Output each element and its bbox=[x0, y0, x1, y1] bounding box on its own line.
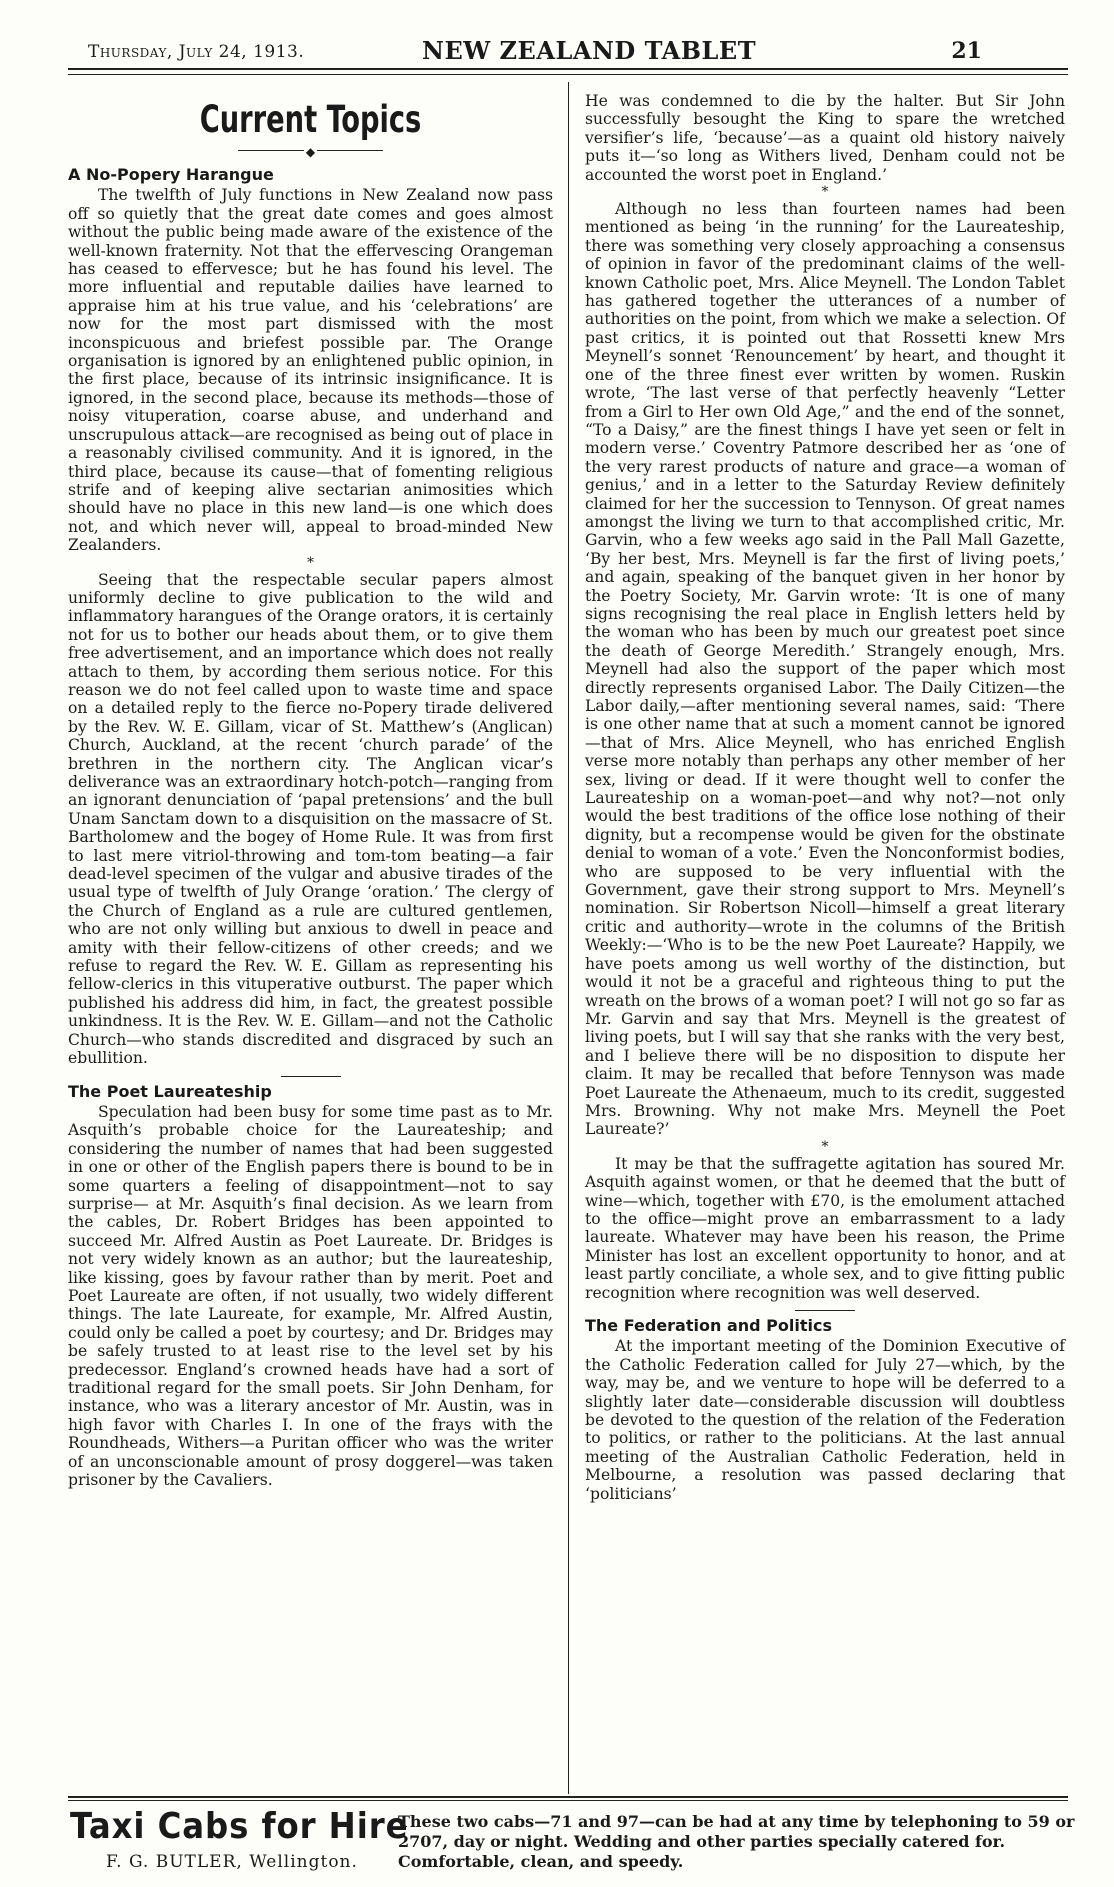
page-number: 21 bbox=[951, 38, 982, 64]
section-rule bbox=[281, 1076, 341, 1077]
section-rule bbox=[795, 1310, 855, 1311]
section-star: * bbox=[821, 184, 829, 201]
paragraph: Speculation had been busy for some time past as to Mr. Asquith’s probable choice for the Laureateship; and considering the number of names that had been suggested in one or other of the English papers there is bound to be in some quarters a feeling of disappointment—not to say surprise— at Mr. Asquith’s final decision. As we learn from the cables, Dr. Robert Bridges has been appointed to succeed Mr. Alfred Austin as Poet Laureate. Dr. Bridges is not very widely known as an author; but the laureateship, like kissing, goes by favour rather than by merit. Poet and Poet Laureate are often, if not usually, two widely different things. The late Laureate, for example, Mr. Alfred Austin, could only be called a poet by courtesy; and Dr. Bridges may be safely trusted to at least rise to the level set by his predecessor. England’s crowned heads have had a sort of traditional regard for the small poets. Sir John Denham, for instance, who was a literary ancestor of Mr. Austin, was in high favor with Charles I. In one of the frays with the Roundheads, Withers—a Puritan officer who was the writer of an unconscionable amount of prosy doggerel—was taken prisoner by the Cavaliers. bbox=[68, 1102, 553, 1490]
page-header bbox=[82, 34, 982, 66]
issue-date: Thursday, July 24, 1913. bbox=[88, 42, 305, 62]
paragraph: At the important meeting of the Dominion Executive of the Catholic Federation called for July 27—which, by the way, may be, and we venture to hope will be deferred to a slightly later date—considerable discussion will doubtless be devoted to the question of the relation of the Federation to politics, or rather to the politicians. At the last annual meeting of the Australian Catholic Federation, held in Melbourne, a resolution was passed declaring that ‘politicians’ bbox=[585, 1337, 1065, 1503]
taxi-advertisement bbox=[68, 1806, 1075, 1878]
masthead: NEW ZEALAND TABLET bbox=[422, 36, 757, 65]
section-star: * bbox=[821, 1138, 829, 1155]
advert-rule bbox=[68, 1796, 1068, 1798]
title-ornament: ◆ bbox=[68, 142, 553, 160]
advert-title: Taxi Cabs for Hire bbox=[70, 1806, 409, 1847]
paragraph: The twelfth of July functions in New Zealand now pass off so quietly that the great date comes and goes almost without the public being made aware of the existence of the well-known fraternity. Not that the effervescing Orangeman has ceased to effervesce; but he has found his level. The more influential and reputable dailies have learned to appraise him at his true value, and his ‘celebrations’ are now for the most part dismissed with the most inconspicuous and briefest possible par. The Orange organisation is ignored by an enlightened public opinion, in the first place, because of its intrinsic insignificance. It is ignored, in the second place, because its methods—those of noisy vituperation, coarse abuse, and underhand and unscrupulous attack—are recognised as being out of place in a reasonably civilised community. And it is ignored, in the third place, because its cause—that of fomenting religious strife and of keeping alive sectarian animosities which should have no place in this new land—is one which does not, and which never will, appeal to broad-minded New Zealanders. bbox=[68, 186, 553, 555]
header-rule-thin bbox=[68, 74, 1068, 75]
section-heading-poet-laureateship: The Poet Laureateship bbox=[68, 1081, 272, 1101]
left-column bbox=[68, 92, 553, 1489]
advert-text: These two cabs—71 and 97—can be had at any time by telephoning to 59 or 2707, day or night. Wedding and other parties specially catered for. Comfortable, clean, and speedy. bbox=[398, 1812, 1075, 1871]
advert-rule-thin bbox=[68, 1800, 1068, 1801]
paragraph: Seeing that the respectable secular papers almost uniformly decline to give publication to the wild and inflammatory harangues of the Orange orators, it is certainly not for us to bother our heads about them, or to give them free advertisement, and an importance which does not really attach to them, by according them serious notice. For this reason we do not feel called upon to waste time and space on a detailed reply to the fierce no-Popery tirade delivered by the Rev. W. E. Gillam, vicar of St. Matthew’s (Anglican) Church, Auckland, at the recent ‘church parade’ of the brethren in the northern city. The Anglican vicar’s deliverance was an extraordinary hotch-potch—ranging from an ignorant denunciation of ‘papal pretensions’ and the bull Unam Sanctam down to a disquisition on the massacre of St. Bartholomew and the bogey of Home Rule. It was from first to last mere vitriol-throwing and tom-tom beating—a fair dead-level specimen of the vulgar and abusive tirades of the usual type of twelfth of July Orange ‘oration.’ The clergy of the Church of England as a rule are cultured gentlemen, who are not only willing but anxious to dwell in peace and amity with their fellow-citizens of other creeds; and we refuse to regard the Rev. W. E. Gillam as representing his fellow-clerics in this vituperative outburst. The paper which published his address did him, in fact, the greatest possible unkindness. It is the Rev. W. E. Gillam—and not the Catholic Church—who stands discredited and disgraced by such an ebullition. bbox=[68, 570, 553, 1068]
page-title: Current Topics bbox=[199, 98, 422, 141]
section-star: * bbox=[307, 554, 314, 571]
advert-proprietor: F. G. BUTLER, Wellington. bbox=[106, 1852, 358, 1872]
section-heading-no-popery: A No-Popery Harangue bbox=[68, 165, 274, 184]
paragraph: He was condemned to die by the halter. But Sir John successfully besought the King to spare the wretched versifier’s life, ‘because’—as a quaint old history naively puts it—‘so long as Withers lived, Denham could not be accounted the worst poet in England.’ bbox=[585, 92, 1065, 184]
right-column bbox=[585, 92, 1065, 1503]
paragraph: It may be that the suffragette agitation has soured Mr. Asquith against women, or that he deemed that the butt of wine—which, together with £70, is the emolument attached to the office—might prove an embarrassment to a lady laureate. Whatever may have been his reason, the Prime Minister has lost an excellent opportunity to honor, and at least partly conciliate, a whole sex, and to give fitting public recognition where recognition was well deserved. bbox=[585, 1154, 1065, 1302]
column-divider bbox=[568, 82, 569, 1794]
header-rule bbox=[68, 68, 1068, 70]
section-heading-federation: The Federation and Politics bbox=[585, 1316, 832, 1335]
paragraph: Although no less than fourteen names had been mentioned as being ‘in the running’ for the Laureateship, there was something very closely approaching a consensus of opinion in favor of the predominant claims of the well-known Catholic poet, Mrs. Alice Meynell. The London Tablet has gathered together the utterances of a number of authorities on the point, from which we make a selection. Of past critics, it is pointed out that Rossetti knew Mrs Meynell’s sonnet ‘Renouncement’ by heart, and thought it one of the three finest ever written by women. Ruskin wrote, ‘The last verse of that perfectly heavenly “Letter from a Girl to Her own Old Age,” and the end of the sonnet, “To a Daisy,” are the finest things I have yet seen or felt in modern verse.’ Coventry Patmore described her as ‘one of the very rarest products of nature and grace—a woman of genius,’ and in a letter to the Saturday Review definitely claimed for her the succession to Tennyson. Of great names amongst the living we turn to that accomplished critic, Mr. Garvin, who a few weeks ago said in the Pall Mall Gazette, ‘By her best, Mrs. Meynell is far the first of living poets,’ and again, speaking of the banquet given in her honor by the Poetry Society, Mr. Garvin wrote: ‘It is one of many signs recognising the real place in English letters held by the woman who has been by much our greatest poet since the death of George Meredith.’ Strangely enough, Mrs. Meynell had also the support of the paper which most directly represents organised Labor. The Daily Citizen—the Labor daily,—after mentioning several names, said: ‘There is one other name that at such a moment cannot be ignored—that of Mrs. Alice Meynell, who has enriched English verse more notably than perhaps any other member of her sex, living or dead. If it were thought well to confer the Laureateship on a woman-poet—and why not?—not only would the best traditions of the office lose nothing of their dignity, but a recompense would be given for the obstinate denial to woman of a vote.’ Even the Nonconformist bodies, who are supposed to be very influential with the Government, gave their strong support to Mrs. Meynell’s nomination. Sir Robertson Nicoll—himself a great literary critic and authority—wrote in the columns of the British Weekly:—‘Who is to be the new Poet Laureate? Happily, we have poets among us well worthy of the distinction, but would it not be a graceful and righteous thing to put the wreath on the brows of a woman poet? I will not go so far as Mr. Garvin and say that Mrs. Meynell is the greatest of living poets, but I will say that she ranks with the very best, and I believe there will be no disposition to dispute her claim. It may be recalled that before Tennyson was made Poet Laureate the Athenaeum, much to its credit, suggested Mrs. Browning. Why not make Mrs. Meynell the Poet Laureate?’ bbox=[585, 200, 1065, 1139]
